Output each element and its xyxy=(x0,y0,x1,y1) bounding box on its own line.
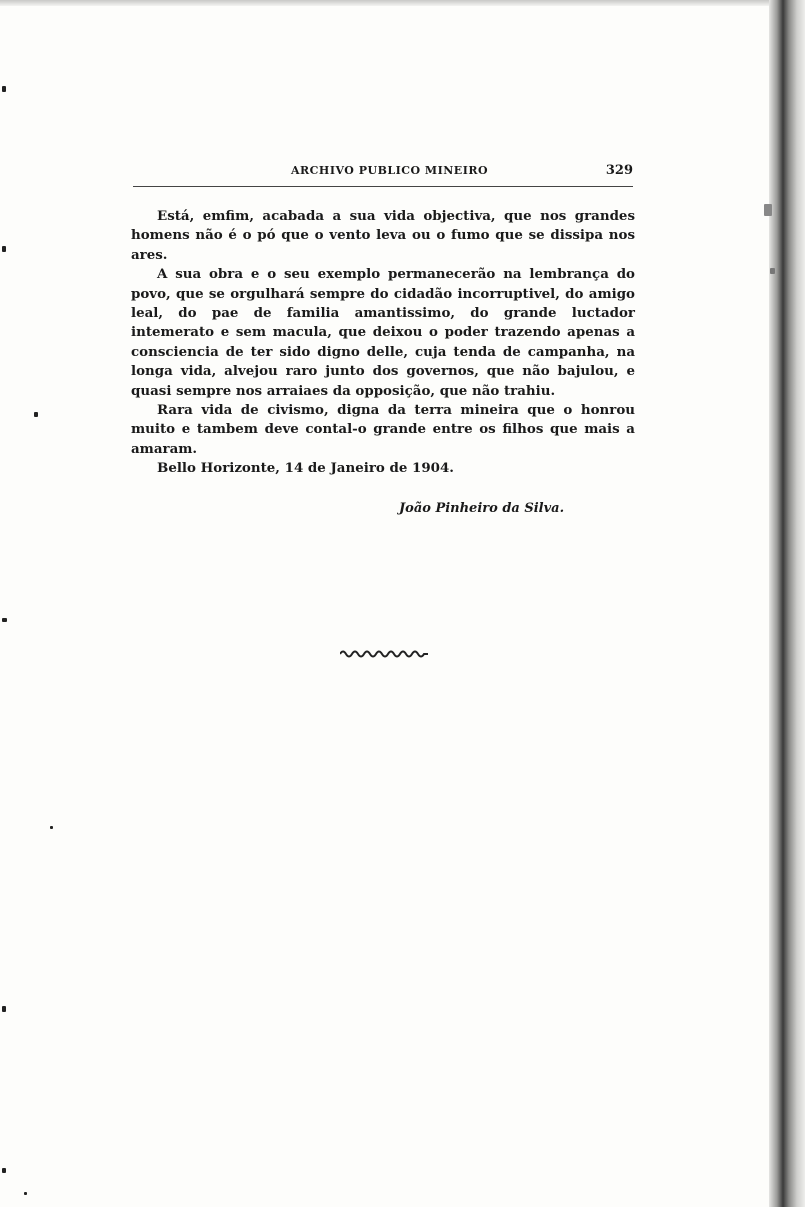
scan-speck xyxy=(2,1006,6,1012)
scan-speck xyxy=(50,826,53,829)
wavy-ornament xyxy=(340,646,428,662)
header-title: ARCHIVO PUBLICO MINEIRO xyxy=(291,164,489,177)
signature: João Pinheiro da Silva. xyxy=(399,501,565,516)
scan-speck xyxy=(2,86,6,92)
scan-speck xyxy=(2,618,7,622)
date-line: Bello Horizonte, 14 de Janeiro de 1904. xyxy=(157,460,454,477)
scan-speck xyxy=(24,1192,27,1195)
body-text xyxy=(131,207,635,479)
page-number: 329 xyxy=(605,163,633,178)
page-top-edge xyxy=(0,0,805,6)
scan-speck xyxy=(764,204,772,216)
scan-speck xyxy=(34,412,38,417)
running-header xyxy=(133,164,633,182)
paragraph: Rara vida de civismo, digna da terra mineira que o honrou muito e tambem deve contal-o grande entre os filhos que mais a amaram. xyxy=(131,402,635,457)
header-rule xyxy=(133,186,633,187)
scan-speck xyxy=(770,268,775,274)
scan-speck xyxy=(2,1168,6,1173)
page-binding-edge xyxy=(769,0,805,1207)
paragraph: Está, emfim, acabada a sua vida objectiva, que nos grandes homens não é o pó que o vento leva ou o fumo que se dissipa nos ares. xyxy=(131,208,635,263)
scan-speck xyxy=(2,246,6,252)
paragraph: A sua obra e o seu exemplo permanecerão na lembrança do povo, que se orgulhará sempre do cidadão incorruptivel, do amigo leal, do pae de familia amantissimo, do grande luctador intemerato e sem macula, que deixou o poder trazendo apenas a consciencia de ter sido digno delle, cuja tenda de campanha, na longa vida, alvejou raro junto dos governos, que não bajulou, e quasi sempre nos arraiaes da opposição, que não trahiu. xyxy=(131,266,635,399)
